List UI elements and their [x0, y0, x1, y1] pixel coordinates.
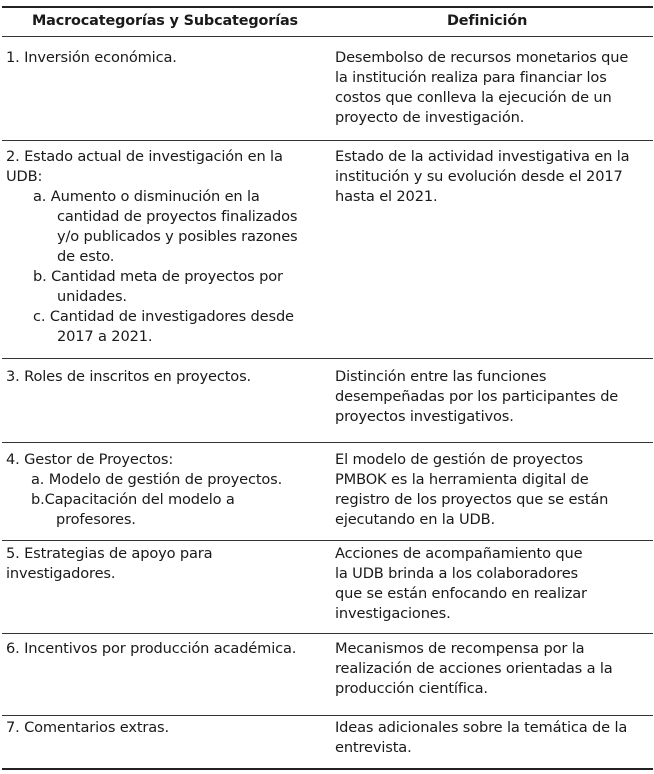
definition-line: Estado de la actividad investigativa en la	[335, 148, 630, 165]
table-row-5-definition	[335, 544, 653, 624]
subcategory-a-cont: y/o publicados y posibles razones	[57, 228, 298, 245]
category-line: 5. Estrategias de apoyo para	[6, 545, 213, 562]
definition-line: la institución realiza para financiar los	[335, 69, 607, 86]
row-rule	[2, 442, 653, 443]
subcategory-c: c. Cantidad de investigadores desde	[33, 308, 294, 325]
subcategory-b: b. Cantidad meta de proyectos por	[33, 268, 283, 285]
row-rule	[2, 358, 653, 359]
category-line: 2. Estado actual de investigación en la	[6, 148, 283, 165]
subcategory-a: a. Aumento o disminución en la	[33, 188, 260, 205]
header-definition: Definición	[447, 13, 528, 29]
category-line: 7. Comentarios extras.	[6, 719, 169, 736]
definition-line: ejecutando en la UDB.	[335, 511, 495, 528]
definition-line: institución y su evolución desde el 2017	[335, 168, 623, 185]
subcategory-a-cont: de esto.	[57, 248, 115, 265]
definition-line: desempeñadas por los participantes de	[335, 388, 619, 405]
definition-line: la UDB brinda a los colaboradores	[335, 565, 579, 582]
definition-line: entrevista.	[335, 739, 412, 756]
table-row-6-category	[6, 639, 324, 659]
definition-line: Distinción entre las funciones	[335, 368, 547, 385]
subcategory-a: a. Modelo de gestión de proyectos.	[31, 471, 283, 488]
table-row-5-category	[6, 544, 324, 584]
definition-line: Mecanismos de recompensa por la	[335, 640, 585, 657]
row-rule	[2, 715, 653, 716]
table-row-1-definition	[335, 48, 653, 128]
definition-line: Ideas adicionales sobre la temática de la	[335, 719, 628, 736]
definition-line: realización de acciones orientadas a la	[335, 660, 613, 677]
table-row-7-category	[6, 718, 324, 738]
subcategory-b: b.Capacitación del modelo a	[31, 491, 235, 508]
table-row-2-definition	[335, 147, 653, 207]
definition-line: que se están enfocando en realizar	[335, 585, 587, 602]
table-row-3-category	[6, 367, 324, 387]
category-line: 1. Inversión económica.	[6, 49, 177, 66]
table-bottom-rule	[2, 768, 653, 770]
category-line: 3. Roles de inscritos en proyectos.	[6, 368, 252, 385]
header-bottom-rule	[2, 36, 653, 37]
table-row-6-definition	[335, 639, 653, 699]
definition-line: El modelo de gestión de proyectos	[335, 451, 583, 468]
table-row-4-category	[6, 450, 324, 530]
definition-line: costos que conlleva la ejecución de un	[335, 89, 612, 106]
definition-line: hasta el 2021.	[335, 188, 438, 205]
definition-line: Acciones de acompañamiento que	[335, 545, 583, 562]
table-row-4-definition	[335, 450, 653, 530]
table-row-1-category	[6, 48, 324, 68]
category-line: 6. Incentivos por producción académica.	[6, 640, 297, 657]
subcategory-a-cont: cantidad de proyectos finalizados	[57, 208, 298, 225]
definition-line: Desembolso de recursos monetarios que	[335, 49, 629, 66]
definition-line: proyectos investigativos.	[335, 408, 514, 425]
definition-line: proyecto de investigación.	[335, 109, 525, 126]
definition-line: registro de los proyectos que se están	[335, 491, 609, 508]
category-line: 4. Gestor de Proyectos:	[6, 451, 174, 468]
definition-line: PMBOK es la herramienta digital de	[335, 471, 589, 488]
table-row-3-definition	[335, 367, 653, 427]
definition-line: investigaciones.	[335, 605, 451, 622]
definition-line: producción científica.	[335, 680, 488, 697]
header-categories: Macrocategorías y Subcategorías	[32, 13, 298, 29]
subcategory-c-cont: 2017 a 2021.	[57, 328, 153, 345]
table-row-7-definition	[335, 718, 653, 758]
row-rule	[2, 633, 653, 634]
subcategory-b-cont: profesores.	[56, 511, 136, 528]
table-top-rule	[2, 6, 653, 8]
category-line: UDB:	[6, 168, 43, 185]
category-line: investigadores.	[6, 565, 116, 582]
table-row-2-category	[6, 147, 324, 347]
row-rule	[2, 140, 653, 141]
row-rule	[2, 540, 653, 541]
subcategory-b-cont: unidades.	[57, 288, 127, 305]
